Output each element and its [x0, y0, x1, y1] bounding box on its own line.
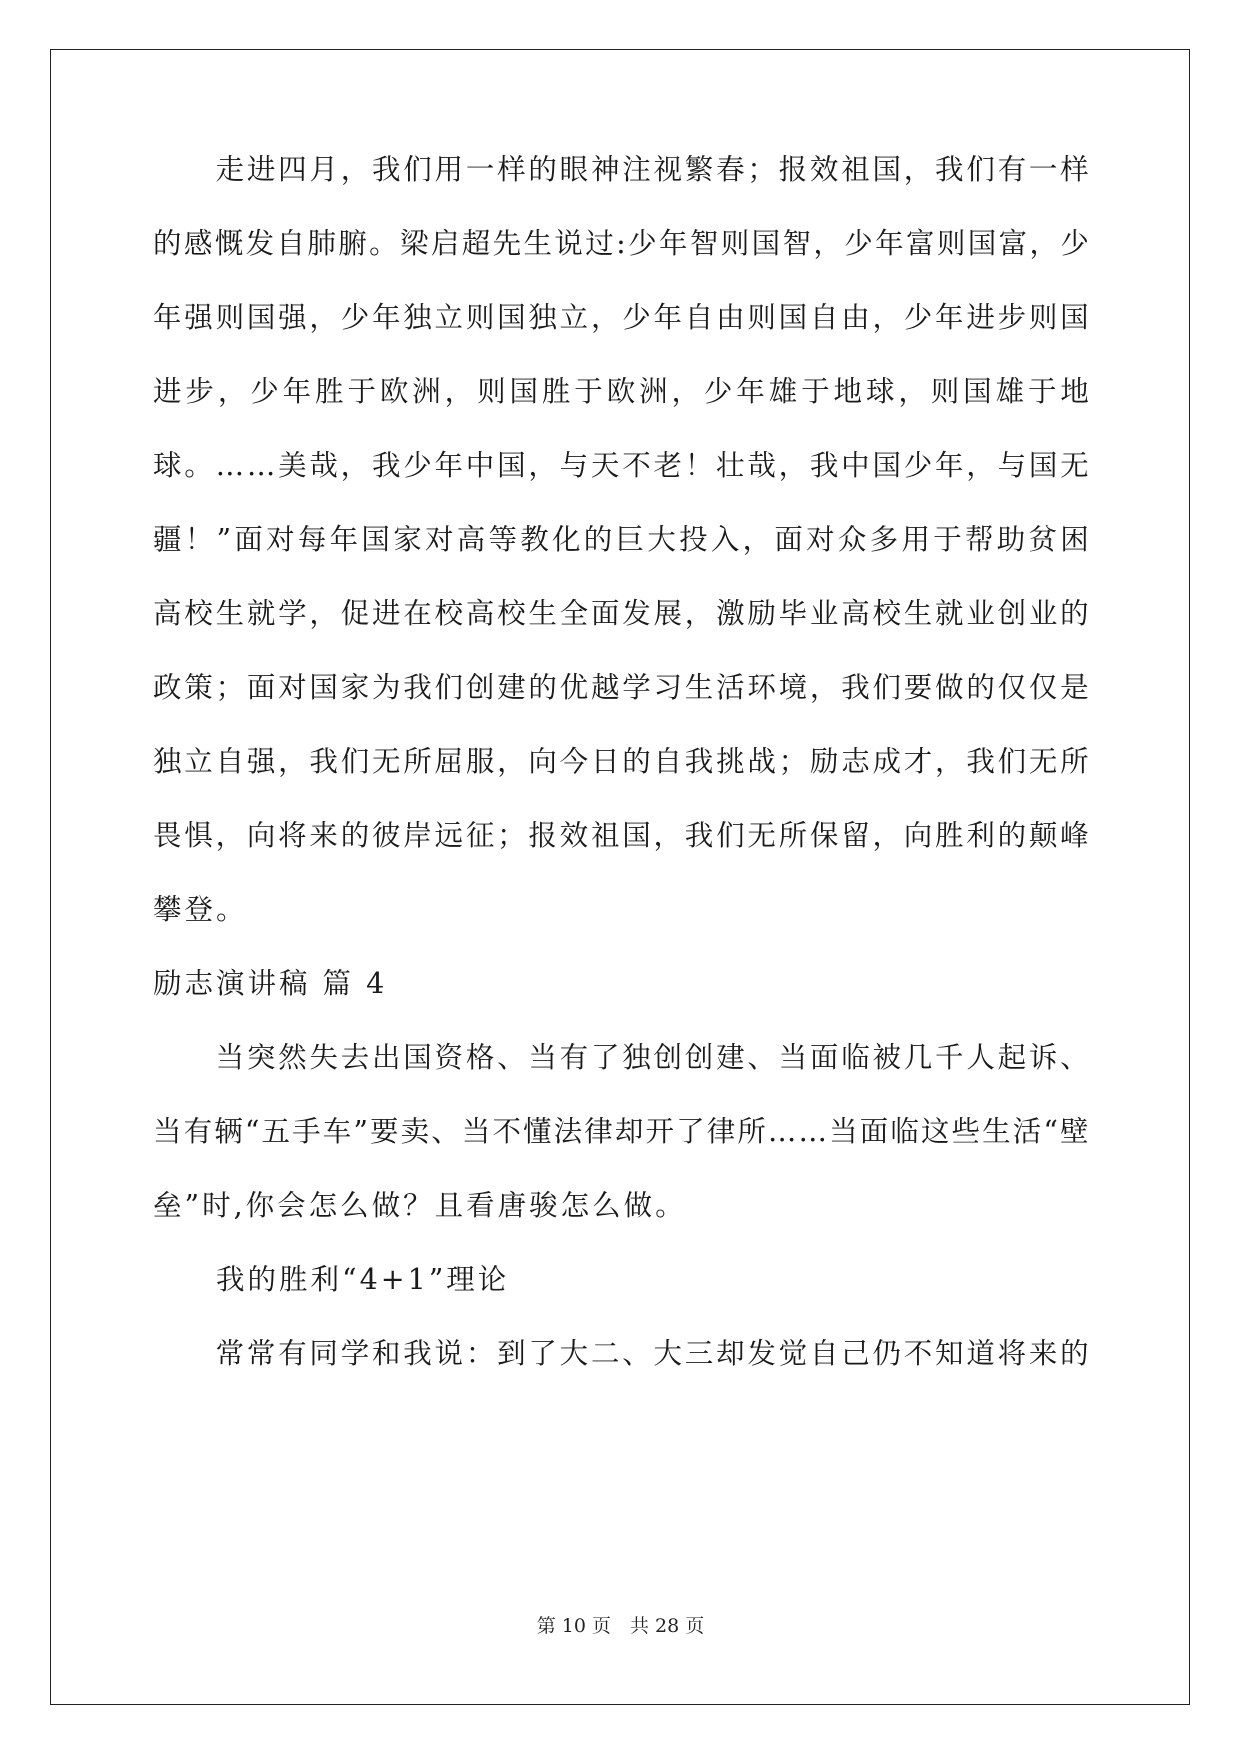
paragraph-line-5: 球 。 … … 美 哉 ， 我 少 年 中 国 ， 与 天 不 老 ！ 壮 哉 ， 我 中 国 少 年 ， 与 国 无 [153, 449, 1089, 482]
paragraph-line-7: 高 校 生 就 学 ， 促 进 在 校 高 校 生 全 面 发 展 ， 激 励 毕 业 高 校 生 就 业 创 业 的 [153, 597, 1089, 630]
page-number: 第 10 页 共 28 页 [536, 1615, 705, 1637]
paragraph-line-13: 当 有 辆 “ 五 手 车 ” 要 卖 、 当 不 懂 法 律 却 开 了 律 所 … … 当 面 临 这 些 生 活 “ 壁 [153, 1115, 1089, 1148]
paragraph-line-1: 走 进 四 月 ， 我 们 用 一 样 的 眼 神 注 视 繁 春 ； 报 效 祖 国 ， 我 们 有 一 样 [215, 153, 1089, 186]
section-heading: 励志演讲稿 篇 4 [153, 967, 388, 1000]
paragraph-line-4: 进 步 ， 少 年 胜 于 欧 洲 ， 则 国 胜 于 欧 洲 ， 少 年 雄 于 地 球 ， 则 国 雄 于 地 [153, 375, 1089, 408]
paragraph-line-8: 政 策 ； 面 对 国 家 为 我 们 创 建 的 优 越 学 习 生 活 环 境 ， 我 们 要 做 的 仅 仅 是 [153, 671, 1089, 704]
paragraph-line-9: 独 立 自 强 ， 我 们 无 所 屈 服 ， 向 今 日 的 自 我 挑 战 ； 励 志 成 才 ， 我 们 无 所 [153, 745, 1089, 778]
paragraph-line-6: 疆 ！ ” 面 对 每 年 国 家 对 高 等 教 化 的 巨 大 投 入 ， 面 对 众 多 用 于 帮 助 贫 困 [153, 523, 1089, 556]
paragraph-line-11: 攀登。 [153, 893, 248, 926]
paragraph-line-12: 当 突 然 失 去 出 国 资 格 、 当 有 了 独 创 创 建 、 当 面 临 被 几 千 人 起 诉 、 [215, 1041, 1089, 1074]
paragraph-line-14: 垒”时,你会怎么做？且看唐骏怎么做。 [153, 1189, 687, 1222]
paragraph-line-10: 畏 惧 ， 向 将 来 的 彼 岸 远 征 ； 报 效 祖 国 ， 我 们 无 所 保 留 ， 向 胜 利 的 颠 峰 [153, 819, 1089, 852]
subheading-line: 我的胜利“4+1”理论 [153, 1263, 510, 1296]
paragraph-line-15: 常 常 有 同 学 和 我 说 ： 到 了 大 二 、 大 三 却 发 觉 自 己 仍 不 知 道 将 来 的 [215, 1337, 1089, 1370]
paragraph-line-3: 年 强 则 国 强 ， 少 年 独 立 则 国 独 立 ， 少 年 自 由 则 国 自 由 ， 少 年 进 步 则 国 [153, 301, 1089, 334]
paragraph-line-2: 的 感 慨 发 自 肺 腑 。 梁 启 超 先 生 说 过 : 少 年 智 则 国 智 ， 少 年 富 则 国 富 ， 少 [153, 227, 1089, 260]
